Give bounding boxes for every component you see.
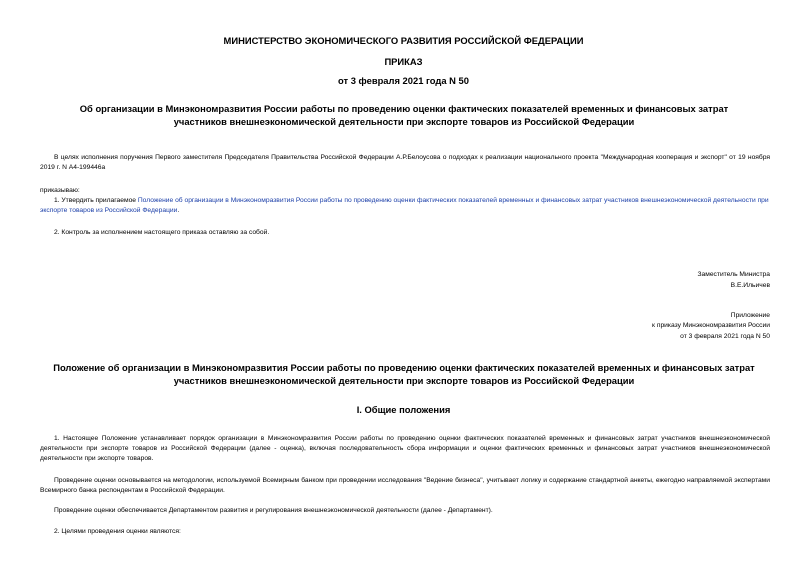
signature-name: В.Е.Ильичев <box>730 282 770 289</box>
paragraph-1: 1. Настоящее Положение устанавливает порядок организации в Минэкономразвития России работы по проведению оценки фактических показателей временных и финансовых затрат участников внешнеэкономической деятельности при экспорте товаров из Российской Федерации (далее - оценка), включая последовательность сбора информации и оценки фактических временных и финансовых затрат участников внешнеэкономической деятельности при экспорте товаров. <box>40 435 770 462</box>
paragraph-3: Проведение оценки обеспечивается Департаментом развития и регулирования внешнеэкономической деятельности (далее - Департамент). <box>54 507 493 514</box>
signature-position: Заместитель Министра <box>697 271 770 278</box>
regulation-title: Положение об организации в Минэкономразвития России работы по проведению оценки фактических показателей временных и финансовых затрат участников внешнеэкономической деятельности при экспорте товаров из Российской Федерации <box>53 362 755 386</box>
item1-prefix: 1. Утвердить прилагаемое <box>54 197 138 204</box>
order-word: приказываю: <box>40 187 80 194</box>
item1-suffix: . <box>177 207 180 214</box>
order-item-1 <box>40 196 770 216</box>
order-item-2: 2. Контроль за исполнением настоящего приказа оставляю за собой. <box>54 229 270 236</box>
appendix-label: Приложение <box>730 312 770 319</box>
appendix-date: от 3 февраля 2021 года N 50 <box>680 333 770 340</box>
doc-type-heading: ПРИКАЗ <box>384 56 423 67</box>
order-title: Об организации в Минэкономразвития России работы по проведению оценки фактических показателей временных и финансовых затрат участников внешнеэкономической деятельности при экспорте товаров из Российской Федерации <box>79 103 729 127</box>
paragraph-4: 2. Целями проведения оценки являются: <box>54 528 181 535</box>
ministry-heading: МИНИСТЕРСТВО ЭКОНОМИЧЕСКОГО РАЗВИТИЯ РОССИЙСКОЙ ФЕДЕРАЦИИ <box>223 35 584 46</box>
regulation-link[interactable]: Положение об организации в Минэкономразвития России работы по проведению оценки фактических показателей временных и финансовых затрат участников внешнеэкономической деятельности при экспорте товаров из Российской Федерации <box>40 197 769 214</box>
section-1-title: I. Общие положения <box>356 404 451 415</box>
appendix-ref: к приказу Минэкономразвития России <box>652 322 770 329</box>
preamble-paragraph: В целях исполнения поручения Первого заместителя Председателя Правительства Российской Федерации А.Р.Белоусова о подходах к реализации национального проекта "Международная кооперация и экспорт" от 19 ноября 2019 г. N А4-199446а <box>40 154 770 171</box>
doc-date-heading: от 3 февраля 2021 года N 50 <box>338 75 469 86</box>
paragraph-2: Проведение оценки основывается на методологии, используемой Всемирным банком при проведении исследования "Ведение бизнеса", учитывает логику и содержание стандартной анкеты, ежегодно направляемой экспертами Всемирного банка респондентам в Российской Федерации. <box>40 477 770 494</box>
